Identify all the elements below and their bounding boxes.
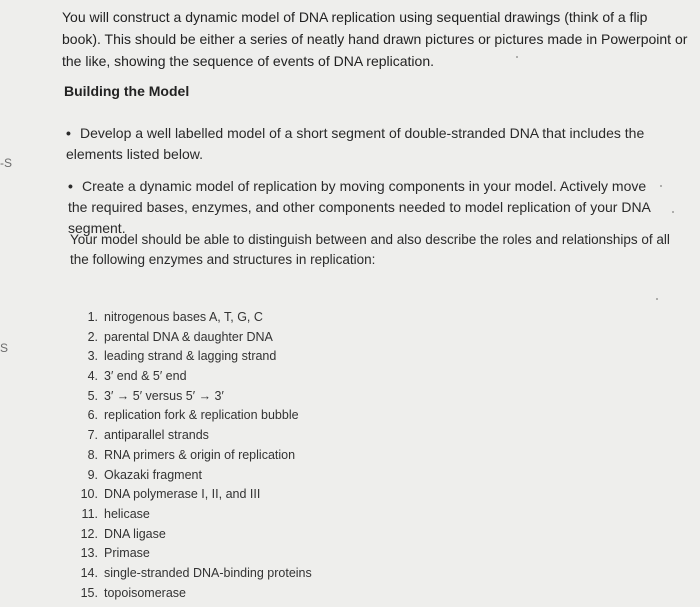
scan-speck	[672, 211, 674, 213]
list-number: 10.	[80, 487, 98, 502]
list-text: helicase	[104, 506, 150, 521]
list-text: Okazaki fragment	[104, 467, 202, 482]
list-item	[74, 466, 312, 486]
list-number: 3.	[87, 349, 98, 364]
scan-speck	[660, 185, 662, 187]
list-number: 14.	[80, 565, 98, 580]
bullet-icon: •	[66, 125, 71, 141]
list-text: 3′ → 5′ versus 5′ → 3′	[104, 388, 224, 403]
gutter-mark-top: -S	[0, 156, 12, 170]
list-number: 5.	[87, 388, 98, 403]
list-item	[74, 485, 312, 505]
list-number: 13.	[80, 546, 98, 561]
list-text: leading strand & lagging strand	[104, 349, 277, 364]
list-item	[74, 584, 312, 604]
list-item	[74, 426, 312, 446]
list-item	[74, 544, 312, 564]
list-number: 2.	[87, 329, 98, 344]
list-item	[74, 525, 312, 545]
list-number: 6.	[87, 408, 98, 423]
list-item	[74, 367, 312, 387]
list-number: 4.	[87, 369, 98, 384]
list-text: DNA polymerase I, II, and III	[104, 487, 261, 502]
list-text: Primase	[104, 546, 150, 561]
list-text: RNA primers & origin of replication	[104, 447, 296, 462]
list-item	[74, 564, 312, 584]
section-heading: Building the Model	[64, 83, 190, 99]
list-item	[74, 387, 312, 407]
list-number: 7.	[87, 428, 98, 443]
list-text: topoisomerase	[104, 585, 186, 600]
list-number: 15.	[80, 585, 98, 600]
list-item	[74, 347, 312, 367]
intro-paragraph: You will construct a dynamic model of DNA replication using sequential drawings (think of a flip book). This should be either a series of neatly hand drawn pictures or pictures made in Powerpoint or the like, showing the sequence of events of DNA replication.	[62, 9, 688, 69]
list-text: single-stranded DNA-binding proteins	[104, 565, 312, 580]
list-text: antiparallel strands	[104, 428, 209, 443]
list-text: parental DNA & daughter DNA	[104, 329, 273, 344]
scan-speck	[516, 56, 518, 58]
list-number: 11.	[81, 506, 98, 521]
list-number: 1.	[87, 310, 98, 324]
requirements-paragraph: Your model should be able to distinguish between and also describe the roles and relationships of all the following enzymes and structures in replication:	[70, 232, 670, 267]
numbered-list	[74, 308, 312, 603]
list-item	[74, 308, 312, 328]
list-text: replication fork & replication bubble	[104, 408, 299, 423]
list-text: 3′ end & 5′ end	[104, 369, 187, 384]
list-number: 9.	[87, 467, 98, 482]
bullet-item	[66, 123, 686, 165]
scan-speck	[656, 298, 658, 300]
list-number: 8.	[87, 447, 98, 462]
list-item	[74, 328, 312, 348]
list-item	[74, 505, 312, 525]
bullet-icon: •	[68, 178, 73, 194]
gutter-mark-bottom: S	[0, 341, 9, 355]
bullet-text: Develop a well labelled model of a short segment of double-stranded DNA that includes the elements listed below.	[66, 125, 645, 162]
list-text: nitrogenous bases A, T, G, C	[104, 310, 263, 324]
list-item	[74, 406, 312, 426]
bullet-text: Create a dynamic model of replication by moving components in your model. Actively move the required bases, enzymes, and other components needed to model replication of your DNA segment.	[68, 178, 651, 236]
list-number: 12.	[80, 526, 98, 541]
list-item	[74, 446, 312, 466]
list-text: DNA ligase	[104, 526, 166, 541]
